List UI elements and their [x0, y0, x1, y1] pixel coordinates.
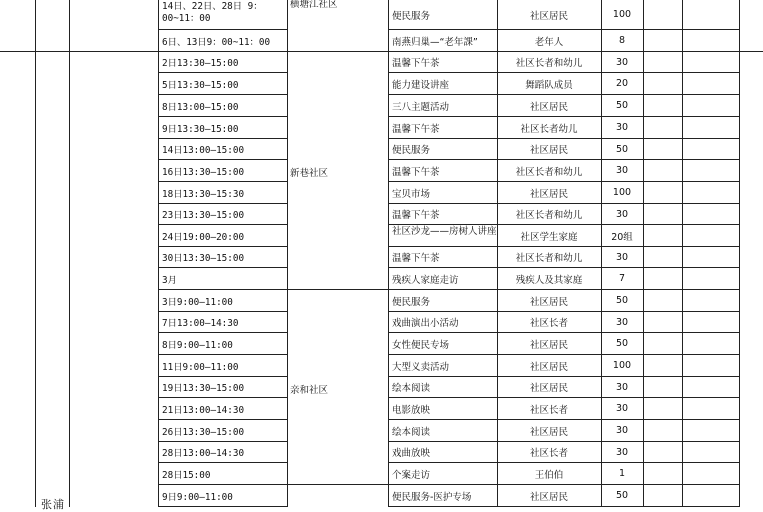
blank-cell [682, 73, 739, 95]
table-row [0, 73, 763, 95]
table-row [0, 442, 763, 463]
table-row [0, 225, 763, 247]
table-row [0, 30, 763, 52]
time-cell: 16日13:30—15:00 [159, 160, 287, 182]
blank-cell [682, 117, 739, 139]
audience-cell: 社区学生家庭 [497, 225, 601, 247]
table-row [0, 247, 763, 268]
count-cell: 30 [601, 117, 643, 139]
time-cell: 11日9:00—11:00 [159, 355, 287, 377]
audience-cell: 老年人 [497, 30, 601, 52]
blank-cell [643, 204, 682, 225]
audience-cell: 舞蹈队成员 [497, 73, 601, 95]
count-cell: 1 [601, 463, 643, 485]
blank-cell [682, 52, 739, 73]
activity-cell: 温馨下午茶 [389, 204, 497, 225]
activity-cell: 便民服务 [389, 0, 497, 30]
activity-cell: 便民服务-医护专场 [389, 485, 497, 507]
activity-cell: 社区沙龙——房树人讲座 [389, 225, 497, 247]
activity-cell: 宝贝市场 [389, 182, 497, 204]
blank-cell [682, 333, 739, 355]
audience-cell: 社区居民 [497, 290, 601, 312]
blank-cell [643, 420, 682, 442]
count-cell: 30 [601, 312, 643, 333]
blank-cell [643, 30, 682, 52]
table-row [0, 420, 763, 442]
community-name: 亲和社区 [290, 385, 329, 396]
table-row [0, 139, 763, 160]
blank-cell [682, 268, 739, 290]
table-row [0, 398, 763, 420]
time-cell: 6日、13日9：00~11：00 [159, 30, 287, 52]
blank-cell [643, 463, 682, 485]
blank-cell [682, 160, 739, 182]
blank-cell [643, 442, 682, 463]
blank-cell [643, 225, 682, 247]
count-cell: 30 [601, 247, 643, 268]
community-name: 横塘江社区 [290, 0, 338, 10]
activity-cell: 南燕归巢—“老年課” [389, 30, 497, 52]
audience-cell: 社区居民 [497, 333, 601, 355]
table-row [0, 52, 763, 73]
time-cell: 14日、22日、28日 9：00~11：00 [159, 0, 287, 30]
activity-cell: 温馨下午茶 [389, 247, 497, 268]
time-cell: 21日13:00—14:30 [159, 398, 287, 420]
time-cell: 19日13:30—15:00 [159, 377, 287, 398]
activity-cell: 电影放映 [389, 398, 497, 420]
time-cell: 3月 [159, 268, 287, 290]
community-name: 新巷社区 [290, 168, 329, 179]
audience-cell: 残疾人及其家庭 [497, 268, 601, 290]
audience-cell: 社区居民 [497, 485, 601, 507]
table-row [0, 268, 763, 290]
count-cell: 50 [601, 290, 643, 312]
count-cell: 50 [601, 95, 643, 117]
audience-cell: 社区长者和幼儿 [497, 247, 601, 268]
blank-cell [682, 0, 739, 30]
count-cell: 30 [601, 377, 643, 398]
blank-cell [682, 204, 739, 225]
blank-cell [682, 139, 739, 160]
blank-cell [643, 398, 682, 420]
audience-cell: 社区居民 [497, 139, 601, 160]
blank-cell [643, 73, 682, 95]
time-cell: 3日9:00—11:00 [159, 290, 287, 312]
table-row [0, 117, 763, 139]
table-row [0, 485, 763, 507]
audience-cell: 社区长者 [497, 398, 601, 420]
blank-cell [643, 117, 682, 139]
blank-cell [682, 398, 739, 420]
blank-cell [643, 0, 682, 30]
time-cell: 9日9:00—11:00 [159, 485, 287, 507]
time-cell: 26日13:30—15:00 [159, 420, 287, 442]
time-cell: 7日13:00—14:30 [159, 312, 287, 333]
count-cell: 30 [601, 52, 643, 73]
time-cell: 2日13:30—15:00 [159, 52, 287, 73]
time-cell: 30日13:30—15:00 [159, 247, 287, 268]
count-cell: 30 [601, 398, 643, 420]
table-row [0, 204, 763, 225]
blank-cell [643, 377, 682, 398]
blank-cell [682, 377, 739, 398]
count-cell: 7 [601, 268, 643, 290]
blank-cell [682, 30, 739, 52]
audience-cell: 王伯伯 [497, 463, 601, 485]
blank-cell [643, 160, 682, 182]
blank-cell [643, 247, 682, 268]
blank-cell [643, 290, 682, 312]
activity-cell: 绘本阅读 [389, 377, 497, 398]
count-cell: 50 [601, 139, 643, 160]
blank-cell [682, 225, 739, 247]
time-cell: 23日13:30—15:00 [159, 204, 287, 225]
table-row [0, 463, 763, 485]
blank-cell [643, 333, 682, 355]
time-cell: 28日13:00—14:30 [159, 442, 287, 463]
activity-cell: 温馨下午茶 [389, 52, 497, 73]
table-row [0, 95, 763, 117]
time-cell: 18日13:30—15:30 [159, 182, 287, 204]
audience-cell: 社区居民 [497, 95, 601, 117]
activity-cell: 温馨下午茶 [389, 117, 497, 139]
table-row [0, 182, 763, 204]
blank-cell [682, 463, 739, 485]
count-cell: 20 [601, 73, 643, 95]
audience-cell: 社区居民 [497, 355, 601, 377]
blank-cell [682, 312, 739, 333]
audience-cell: 社区长者和幼儿 [497, 52, 601, 73]
blank-cell [682, 290, 739, 312]
activity-cell: 温馨下午茶 [389, 160, 497, 182]
audience-cell: 社区居民 [497, 0, 601, 30]
blank-cell [643, 312, 682, 333]
time-cell: 28日15:00 [159, 463, 287, 485]
time-cell: 8日9:00—11:00 [159, 333, 287, 355]
blank-cell [643, 182, 682, 204]
activity-cell: 个案走访 [389, 463, 497, 485]
blank-cell [682, 442, 739, 463]
time-cell: 24日19:00—20:00 [159, 225, 287, 247]
count-cell: 30 [601, 420, 643, 442]
table-row [0, 333, 763, 355]
count-cell: 30 [601, 442, 643, 463]
blank-cell [643, 485, 682, 507]
district-label: 张浦 [41, 498, 65, 511]
table-row [0, 312, 763, 333]
count-cell: 100 [601, 182, 643, 204]
blank-cell [643, 52, 682, 73]
activity-cell: 三八主题活动 [389, 95, 497, 117]
count-cell: 30 [601, 204, 643, 225]
audience-cell: 社区长者和幼儿 [497, 204, 601, 225]
audience-cell: 社区长者幼儿 [497, 117, 601, 139]
audience-cell: 社区居民 [497, 182, 601, 204]
count-cell: 8 [601, 30, 643, 52]
count-cell: 30 [601, 160, 643, 182]
activity-cell: 戏曲演出小活动 [389, 312, 497, 333]
activity-cell: 戏曲放映 [389, 442, 497, 463]
audience-cell: 社区居民 [497, 377, 601, 398]
activity-cell: 残疾人家庭走访 [389, 268, 497, 290]
blank-cell [643, 355, 682, 377]
count-cell: 50 [601, 485, 643, 507]
blank-cell [682, 420, 739, 442]
activity-cell: 大型义卖活动 [389, 355, 497, 377]
blank-cell [682, 485, 739, 507]
table-row [0, 355, 763, 377]
blank-cell [682, 247, 739, 268]
time-cell: 5日13:30—15:00 [159, 73, 287, 95]
time-cell: 9日13:30—15:00 [159, 117, 287, 139]
activity-cell: 女性便民专场 [389, 333, 497, 355]
count-cell: 100 [601, 0, 643, 30]
count-cell: 20组 [601, 225, 643, 247]
activity-cell: 便民服务 [389, 139, 497, 160]
audience-cell: 社区长者 [497, 312, 601, 333]
blank-cell [682, 95, 739, 117]
audience-cell: 社区居民 [497, 420, 601, 442]
blank-cell [643, 95, 682, 117]
activity-cell: 绘本阅读 [389, 420, 497, 442]
table-row [0, 290, 763, 312]
blank-cell [682, 355, 739, 377]
activity-cell: 便民服务 [389, 290, 497, 312]
audience-cell: 社区长者 [497, 442, 601, 463]
blank-cell [643, 268, 682, 290]
time-cell: 14日13:00—15:00 [159, 139, 287, 160]
count-cell: 100 [601, 355, 643, 377]
blank-cell [682, 182, 739, 204]
time-cell: 8日13:00—15:00 [159, 95, 287, 117]
audience-cell: 社区长者和幼儿 [497, 160, 601, 182]
count-cell: 50 [601, 333, 643, 355]
blank-cell [643, 139, 682, 160]
activity-cell: 能力建设讲座 [389, 73, 497, 95]
